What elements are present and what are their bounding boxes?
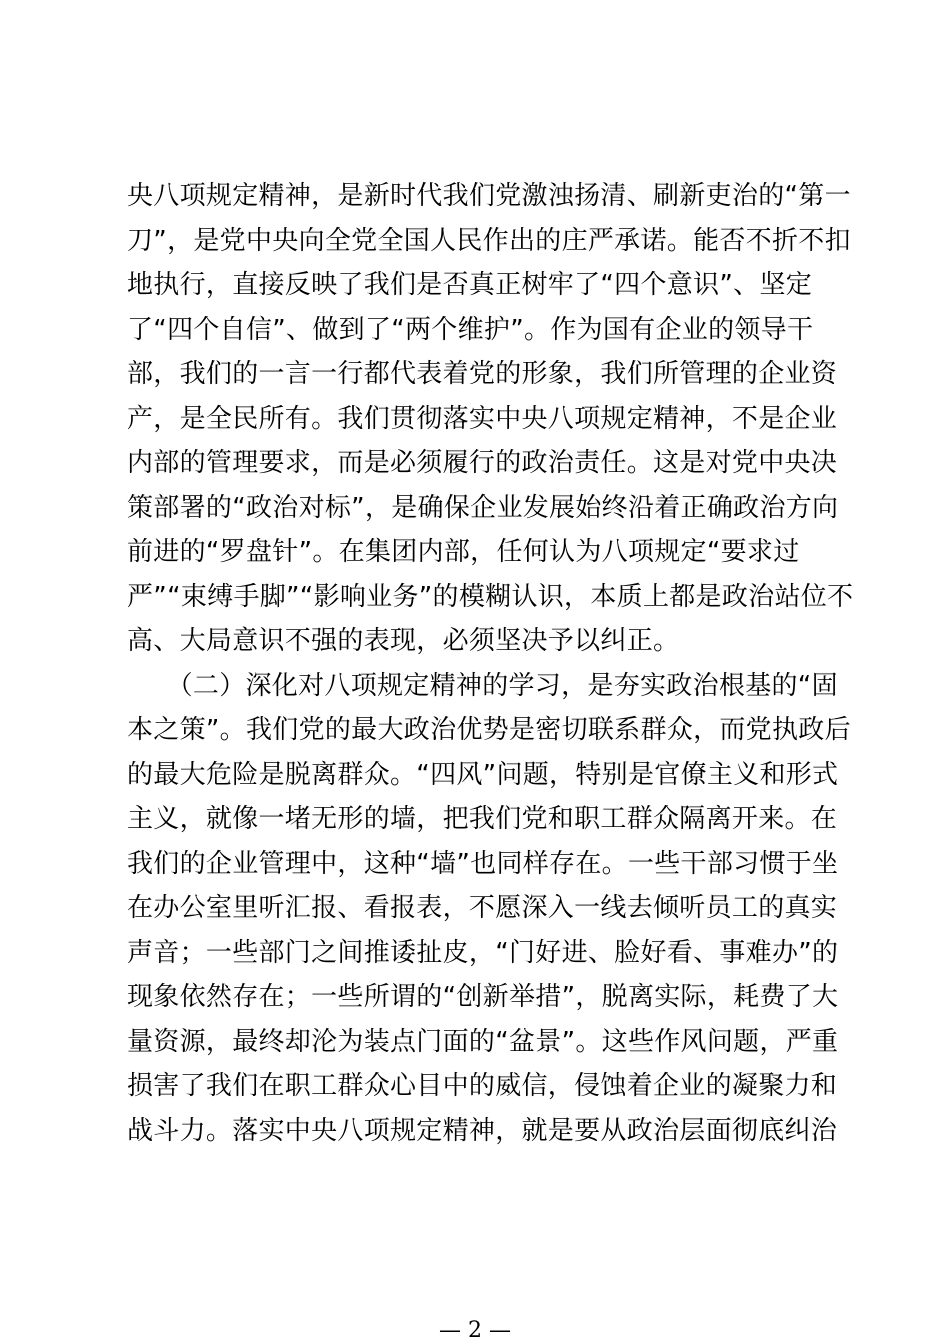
text-line: 高、大局意识不强的表现，必须坚决予以纠正。	[127, 626, 680, 656]
text-line: 策部署的“政治对标”，是确保企业发展始终沿着正确政治方向	[127, 492, 839, 523]
text-line: 量资源，最终却沦为装点门面的“盆景”。这些作风问题，严重	[127, 1026, 839, 1057]
text-line: 严”“束缚手脚”“影响业务”的模糊认识，本质上都是政治站位不	[127, 581, 854, 612]
text-line: 内部的管理要求，而是必须履行的政治责任。这是对党中央决	[127, 448, 838, 478]
text-line: （二）深化对八项规定精神的学习，是夯实政治根基的“固	[127, 670, 838, 701]
text-line: 损害了我们在职工群众心目中的威信，侵蚀着企业的凝聚力和	[127, 1071, 838, 1101]
text-line: 产，是全民所有。我们贯彻落实中央八项规定精神，不是企业	[127, 403, 838, 434]
page-number: — 2 —	[439, 1318, 511, 1343]
text-line: 刀”，是党中央向全党全国人民作出的庄严承诺。能否不折不扣	[127, 225, 851, 256]
text-line: 地执行，直接反映了我们是否真正树牢了“四个意识”、坚定	[127, 270, 813, 300]
text-line: 声音；一些部门之间推诿扯皮，“门好进、脸好看、事难办”的	[127, 937, 839, 968]
text-line: 主义，就像一堵无形的墙，把我们党和职工群众隔离开来。在	[127, 804, 838, 834]
body-text	[127, 174, 854, 1153]
text-line: 央八项规定精神，是新时代我们党激浊扬清、刷新吏治的“第一	[127, 181, 851, 211]
text-line: 部，我们的一言一行都代表着党的形象，我们所管理的企业资	[127, 359, 838, 389]
text-line: 在办公室里听汇报、看报表，不愿深入一线去倾听员工的真实	[127, 893, 838, 923]
text-line: 我们的企业管理中，这种“墙”也同样存在。一些干部习惯于坐	[127, 848, 839, 879]
text-line: 前进的“罗盘针”。在集团内部，任何认为八项规定“要求过	[127, 537, 800, 567]
text-line: 现象依然存在；一些所谓的“创新举措”，脱离实际，耗费了大	[127, 982, 839, 1012]
text-line: 的最大危险是脱离群众。“四风”问题，特别是官僚主义和形式	[127, 759, 839, 790]
text-line: 战斗力。落实中央八项规定精神，就是要从政治层面彻底纠治	[127, 1115, 838, 1146]
text-line: 本之策”。我们党的最大政治优势是密切联系群众，而党执政后	[127, 715, 851, 745]
text-line: 了“四个自信”、做到了“两个维护”。作为国有企业的领导干	[127, 314, 814, 345]
